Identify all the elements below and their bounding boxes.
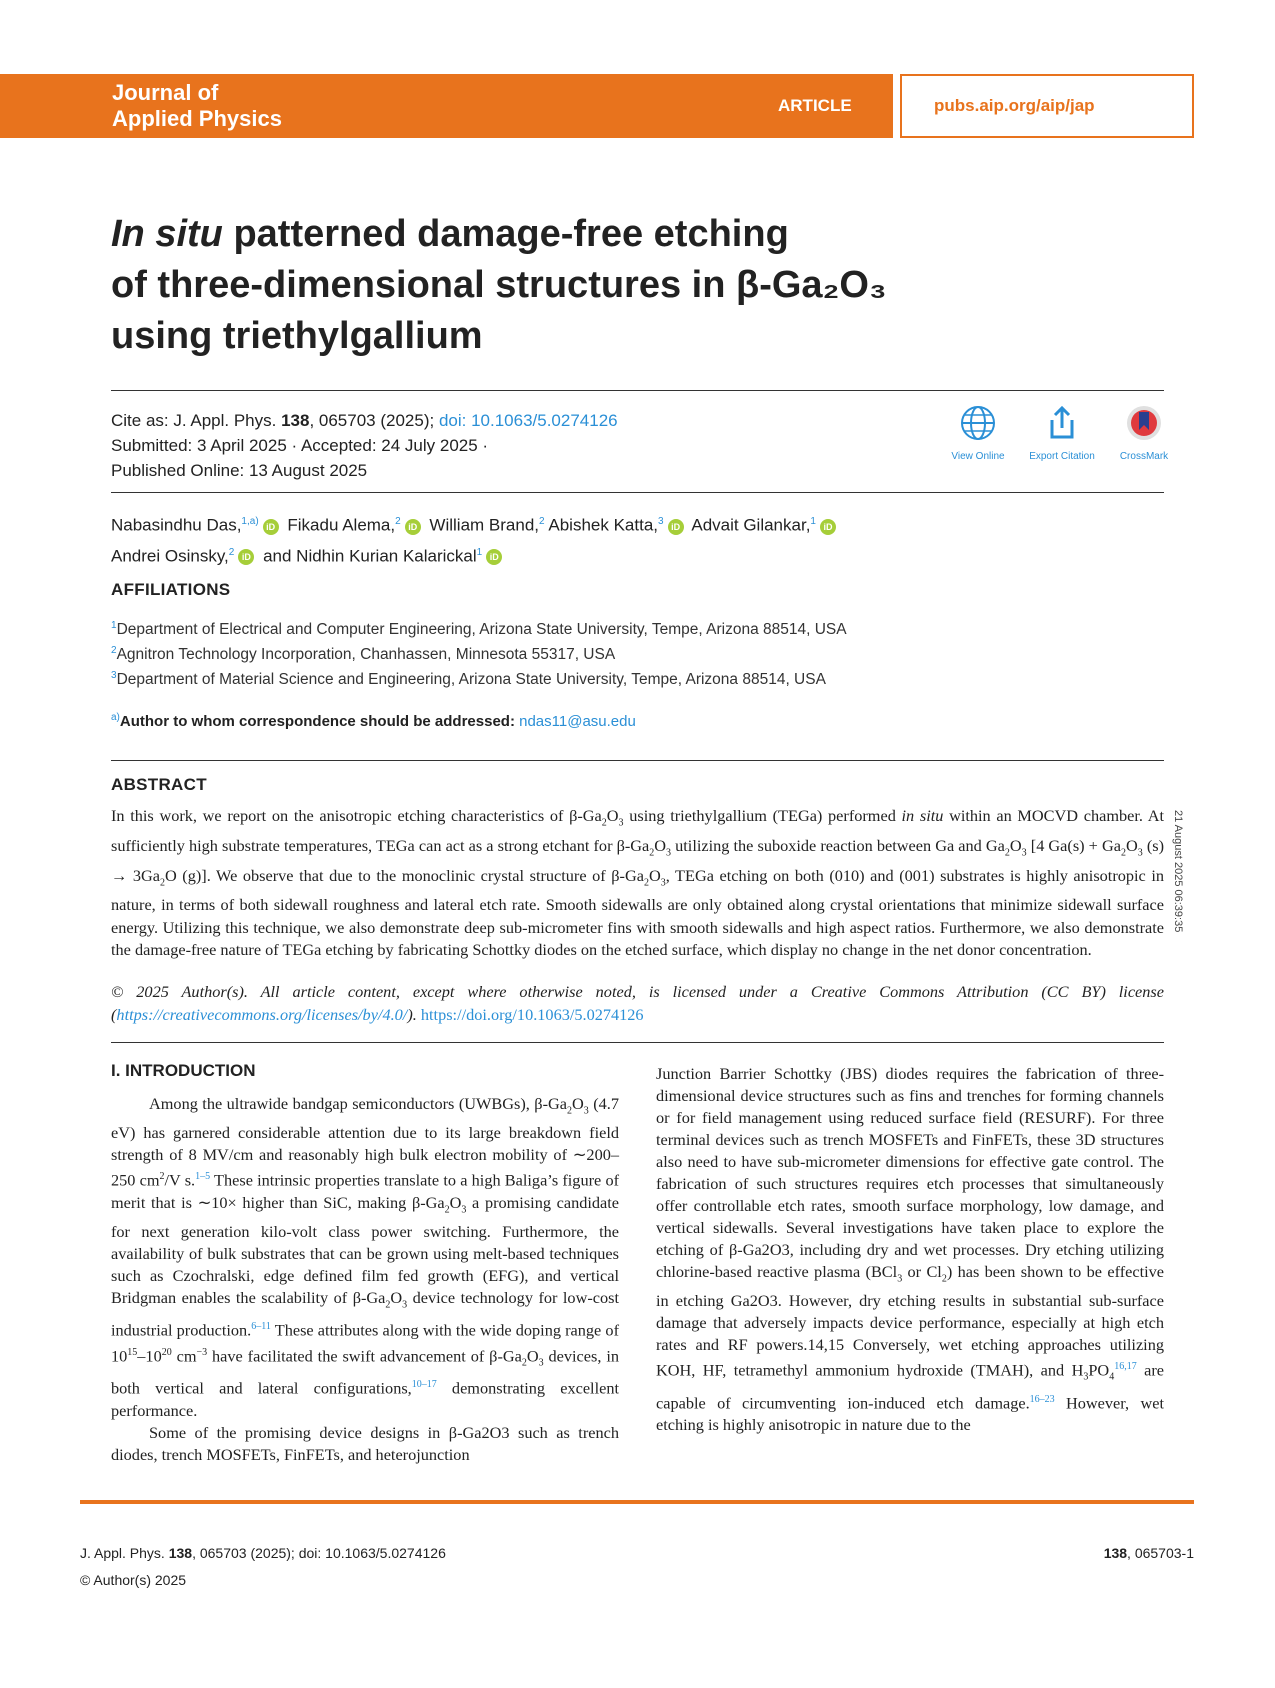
citation-block xyxy=(111,408,618,483)
abstract-heading: ABSTRACT xyxy=(111,775,207,794)
corr-label: Author to whom correspondence should be addressed: xyxy=(119,713,520,730)
cite-volume: 138 xyxy=(281,411,310,430)
author-affil-sup: 2 xyxy=(395,516,401,527)
affil-sup: 2 xyxy=(111,645,117,656)
cite-line1 xyxy=(111,408,618,433)
title-italic: In situ xyxy=(111,213,223,255)
page-id: , 065703-1 xyxy=(1127,1545,1194,1561)
crossmark-button[interactable] xyxy=(1104,404,1184,462)
divider xyxy=(111,1042,1164,1043)
crossmark-label: CrossMark xyxy=(1119,451,1169,462)
view-online-label: View Online xyxy=(951,451,1005,462)
author-name[interactable]: and Nidhin Kurian Kalarickal xyxy=(263,546,477,566)
export-citation-label: Export Citation xyxy=(1029,451,1095,462)
footer-suffix: , 065703 (2025); doi: 10.1063/5.0274126 xyxy=(192,1545,446,1561)
license-text xyxy=(111,981,1164,1026)
paragraph: Some of the promising device designs in β-Ga2O3 such as trench diodes, trench MOSFETs, FinFETs, and heterojunction xyxy=(111,1422,619,1464)
download-timestamp xyxy=(1170,810,1188,950)
view-online-button[interactable] xyxy=(938,404,1018,462)
crossmark-icon xyxy=(1125,404,1163,442)
author-name[interactable]: Advait Gilankar, xyxy=(691,515,811,535)
body-column-left xyxy=(111,1093,619,1466)
cite-suffix: , 065703 (2025); xyxy=(309,411,439,430)
title-line3: using triethylgallium xyxy=(111,315,483,357)
download-timestamp-text: 21 August 2025 06:39:35 xyxy=(1172,810,1184,933)
correspondence xyxy=(111,712,636,730)
section-heading-introduction: I. INTRODUCTION xyxy=(111,1061,256,1080)
affil-sup: 3 xyxy=(111,670,117,681)
page-number xyxy=(1080,1545,1194,1561)
author-affil-sup: 1,a) xyxy=(241,516,259,527)
divider xyxy=(111,760,1164,761)
author-name[interactable]: Abishek Katta, xyxy=(548,515,658,535)
affiliations-heading: AFFILIATIONS xyxy=(111,580,231,599)
footer-rule xyxy=(80,1500,1194,1504)
journal-url-box[interactable] xyxy=(900,74,1194,138)
author-affil-sup: 1 xyxy=(810,516,816,527)
affil-sup: 1 xyxy=(111,620,117,631)
orcid-icon[interactable]: iD xyxy=(486,549,502,565)
journal-name-line2: Applied Physics xyxy=(112,106,282,131)
divider xyxy=(111,492,1164,493)
abstract-text: In this work, we report on the anisotropic etching characteristics of $\beta-Ga_2O_3$ using triethylgallium (TEGa) performed in situ within an MOCVD chamber. At sufficiently high substrate temperatures, TEGa can act as a strong etchant for $\beta-Ga_2O_3$ utilizing the suboxide reaction between Ga and $Ga_2O_3$ [4 $Ga(s) + Ga_2O_3$ $(s) \to 3Ga_2O$ (g)]. We observe that due to the monoclinic crystal structure of $\beta-Ga_2O_3$, TEGa etching on both (010) and (001) substrates is highly anisotropic in nature, in terms of both sidewall roughness and lateral etch rate. Smooth sidewalls are only obtained along crystal orientations that minimize sidewall surface energy. Utilizing this technique, we also demonstrate deep sub-micrometer fins with smooth sidewalls and high aspect ratios. Furthermore, we also demonstrate the damage-free nature of TEGa etching by fabricating Schottky diodes on the etched surface, which display no change in the net donor concentration. xyxy=(111,806,1165,960)
paragraph: Junction Barrier Schottky (JBS) diodes requires the fabrication of three-dimensional device structures such as fins and trenches for forming channels or for field management using reduced surface field (RESURF). For three terminal devices such as trench MOSFETs and FinFETs, these 3D structures also need to have sub-micrometer dimensions for effective gate control. The fabrication of such structures requires etch processes that simultaneously offer controllable etch rates, smooth surface morphology, low damage, and vertical sidewalls. Several investigations have taken place to explore the etching of β-Ga2O3, including dry and wet processes. Dry etching utilizing chlorine-based reactive plasma (BCl$_3$ or $Cl_2$) has been shown to be effective in etching Ga2O3. However, dry etching results in substantial sub-surface damage that adversely impacts device performance, especially at high etch rates and RF powers.14,15 Conversely, wet etching approaches utilizing KOH, HF, tetramethyl ammonium hydroxide (TMAH), and $H_3PO_4^{16,17}$ are capable of circumventing ion-induced etch damage.$^{16-23}$ However, wet etching is highly anisotropic in nature due to the xyxy=(656,1064,1164,1435)
author-list xyxy=(111,508,1061,569)
author-name[interactable]: Nabasindhu Das, xyxy=(111,515,242,535)
paragraph: Among the ultrawide bandgap semiconductors (UWBGs), $\beta-Ga_2O_3$ (4.7 eV) has garnered considerable attention due to its large breakdown field strength of 8 MV/cm and reasonably high bulk electron mobility of ∼200–250 $cm^2/V$ s.$^{1-5}$ These intrinsic properties translate to a high Baliga’s figure of merit that is ∼10× higher than SiC, making $\beta-Ga_2O_3$ a promising candidate for next generation kilo-volt class power switching. Furthermore, the availability of bulk substrates that can be grown using melt-based techniques such as Czochralski, edge defined film fed growth (EFG), and vertical Bridgman enables the scalability of $\beta-Ga_2O_3$ device technology for low-cost industrial production.$^{6-11}$ These attributes along with the wide doping range of $10^{15}-10^{20}$ $cm^{-3}$ have facilitated the swift advancement of $\beta-Ga_2O_3$ devices, in both vertical and lateral configurations,$^{10-17}$ demonstrating excellent performance. xyxy=(111,1094,620,1420)
article-title xyxy=(111,209,1011,362)
orcid-icon[interactable]: iD xyxy=(263,519,279,535)
author-name[interactable]: Andrei Osinsky, xyxy=(111,546,229,566)
article-type-label: ARTICLE xyxy=(778,96,852,115)
footer-copyright: © Author(s) 2025 xyxy=(80,1572,187,1588)
orcid-icon[interactable]: iD xyxy=(668,519,684,535)
author-affil-sup: 2 xyxy=(228,546,235,558)
license-tail: ). xyxy=(407,1004,421,1024)
globe-icon xyxy=(959,404,997,442)
published-online: Published Online: 13 August 2025 xyxy=(111,461,368,480)
author-affil-sup: 1 xyxy=(476,546,483,558)
affil-text: Department of Material Science and Engineering, Arizona State University, Tempe, Arizona 88514, USA xyxy=(116,671,826,689)
cite-prefix: Cite as: J. Appl. Phys. xyxy=(111,411,282,430)
orcid-icon[interactable]: iD xyxy=(820,519,836,535)
affil-text: Department of Electrical and Computer Engineering, Arizona State University, Tempe, Arizona 88514, USA xyxy=(116,621,847,639)
journal-banner xyxy=(0,74,893,138)
title-line1 xyxy=(111,209,1011,260)
affil-text: Agnitron Technology Incorporation, Chanhassen, Minnesota 55317, USA xyxy=(116,646,616,664)
doi-link[interactable]: doi: 10.1063/5.0274126 xyxy=(438,411,618,430)
body-column-right xyxy=(656,1063,1164,1436)
author-affil-sup: 2 xyxy=(539,516,545,527)
author-affil-sup: 3 xyxy=(658,516,664,527)
license-statement: © 2025 Author(s). All article content, except where otherwise noted, is licensed under a Creative Commons Attribution (CC BY) license ( xyxy=(111,982,1164,1024)
page-volume: 138 xyxy=(1103,1545,1128,1561)
footer-prefix: J. Appl. Phys. xyxy=(80,1545,169,1561)
doi-url-link[interactable]: https://doi.org/10.1063/5.0274126 xyxy=(420,1004,644,1024)
cc-license-link[interactable]: https://creativecommons.org/licenses/by/4.0/ xyxy=(116,1004,408,1024)
author-name[interactable]: William Brand, xyxy=(429,515,540,535)
submitted-accepted: Submitted: 3 April 2025 · Accepted: 24 July 2025 · xyxy=(111,436,489,455)
journal-header xyxy=(0,74,1192,138)
divider xyxy=(111,390,1164,391)
title-line1-rest: patterned damage-free etching xyxy=(222,213,789,255)
corr-sup: a) xyxy=(111,712,120,723)
export-citation-button[interactable] xyxy=(1022,404,1102,462)
author-name[interactable]: Fikadu Alema, xyxy=(287,515,396,535)
affiliation-item xyxy=(111,663,826,692)
footer-volume: 138 xyxy=(168,1545,193,1561)
corr-email-link[interactable]: ndas11@asu.edu xyxy=(519,713,636,730)
title-line2: of three-dimensional structures in β-Ga₂O₃ xyxy=(111,264,887,306)
export-icon xyxy=(1043,404,1081,442)
orcid-icon[interactable]: iD xyxy=(405,519,421,535)
journal-name[interactable] xyxy=(112,80,282,132)
footer-citation xyxy=(80,1545,446,1561)
journal-url[interactable]: pubs.aip.org/aip/jap xyxy=(934,96,1095,115)
orcid-icon[interactable]: iD xyxy=(238,549,254,565)
journal-name-line1: Journal of xyxy=(112,80,219,105)
